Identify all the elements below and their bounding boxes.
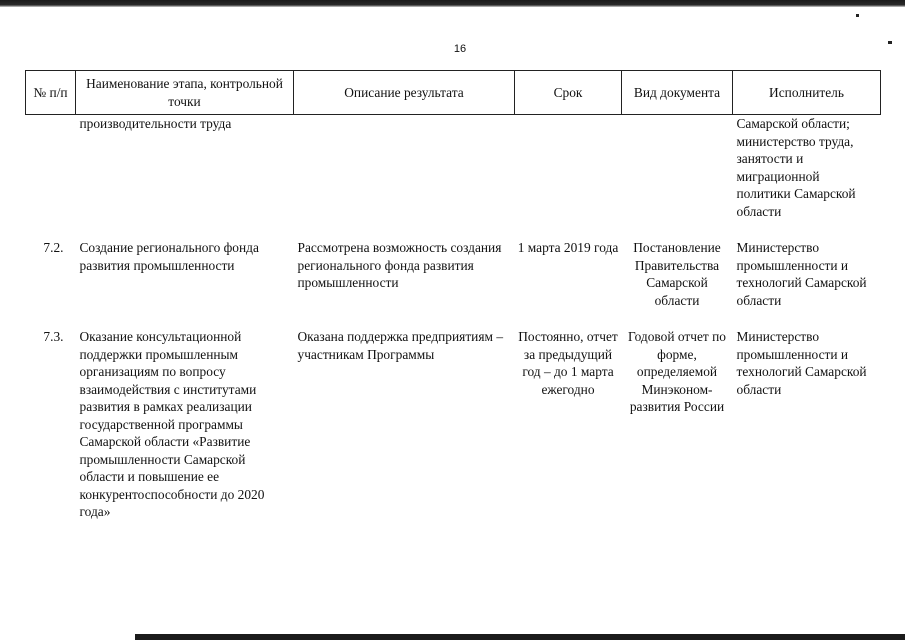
row-num bbox=[26, 115, 76, 221]
header-executor: Исполнитель bbox=[733, 71, 881, 115]
row-num: 7.2. bbox=[43, 240, 64, 255]
header-doc-type: Вид документа bbox=[622, 71, 733, 115]
row-deadline bbox=[515, 115, 622, 221]
row-executor: Самарской области; министерство труда, занятости и миграционной политики Самарской области bbox=[736, 116, 856, 219]
row-stage: производительности труда bbox=[79, 116, 232, 131]
row-spacer bbox=[26, 309, 881, 328]
row-executor: Министерство промышленности и технологий Самарской области bbox=[736, 329, 867, 397]
row-deadline: 1 марта 2019 года bbox=[517, 240, 619, 255]
row-stage: Создание регионального фонда развития промышленности bbox=[79, 240, 259, 273]
table-row bbox=[26, 239, 881, 309]
row-num: 7.3. bbox=[43, 329, 64, 344]
header-stage: Наименование этапа, контрольной точки bbox=[76, 71, 294, 115]
row-executor: Министерство промышленности и технологий Самарской области bbox=[736, 240, 867, 308]
row-result bbox=[294, 115, 515, 221]
page-number: 16 bbox=[453, 43, 467, 55]
row-result: Оказана поддержка предприятиям – участникам Программы bbox=[297, 329, 504, 362]
plan-table bbox=[25, 70, 881, 521]
table-row bbox=[26, 328, 881, 521]
scan-speck bbox=[888, 41, 892, 44]
row-doc-type bbox=[622, 115, 733, 221]
scan-edge-bottom bbox=[135, 634, 905, 640]
header-deadline: Срок bbox=[515, 71, 622, 115]
header-num: № п/п bbox=[26, 71, 76, 115]
row-result: Рассмотрена возможность создания регионального фонда развития промышленности bbox=[297, 240, 502, 290]
scan-speck bbox=[856, 14, 859, 17]
row-stage: Оказание консультационной поддержки промышленным организациям по вопросу взаимодействия с институтами развития в рамках реализации государственной программы Самарской области «Развитие промышленности Самарской области и повышение ее конкурентоспособности до 2020 года» bbox=[79, 329, 265, 519]
row-doc-type: Постановление Правительства Самарской области bbox=[633, 240, 721, 308]
row-spacer bbox=[26, 220, 881, 239]
table-header-row bbox=[26, 71, 881, 115]
scan-edge-top bbox=[0, 0, 905, 7]
table-row bbox=[26, 115, 881, 221]
row-doc-type: Годовой отчет по форме, определяемой Минэконом-развития России bbox=[628, 329, 726, 414]
header-result: Описание результата bbox=[294, 71, 515, 115]
row-deadline: Постоянно, отчет за предыдущий год – до 1 марта ежегодно bbox=[518, 329, 618, 397]
